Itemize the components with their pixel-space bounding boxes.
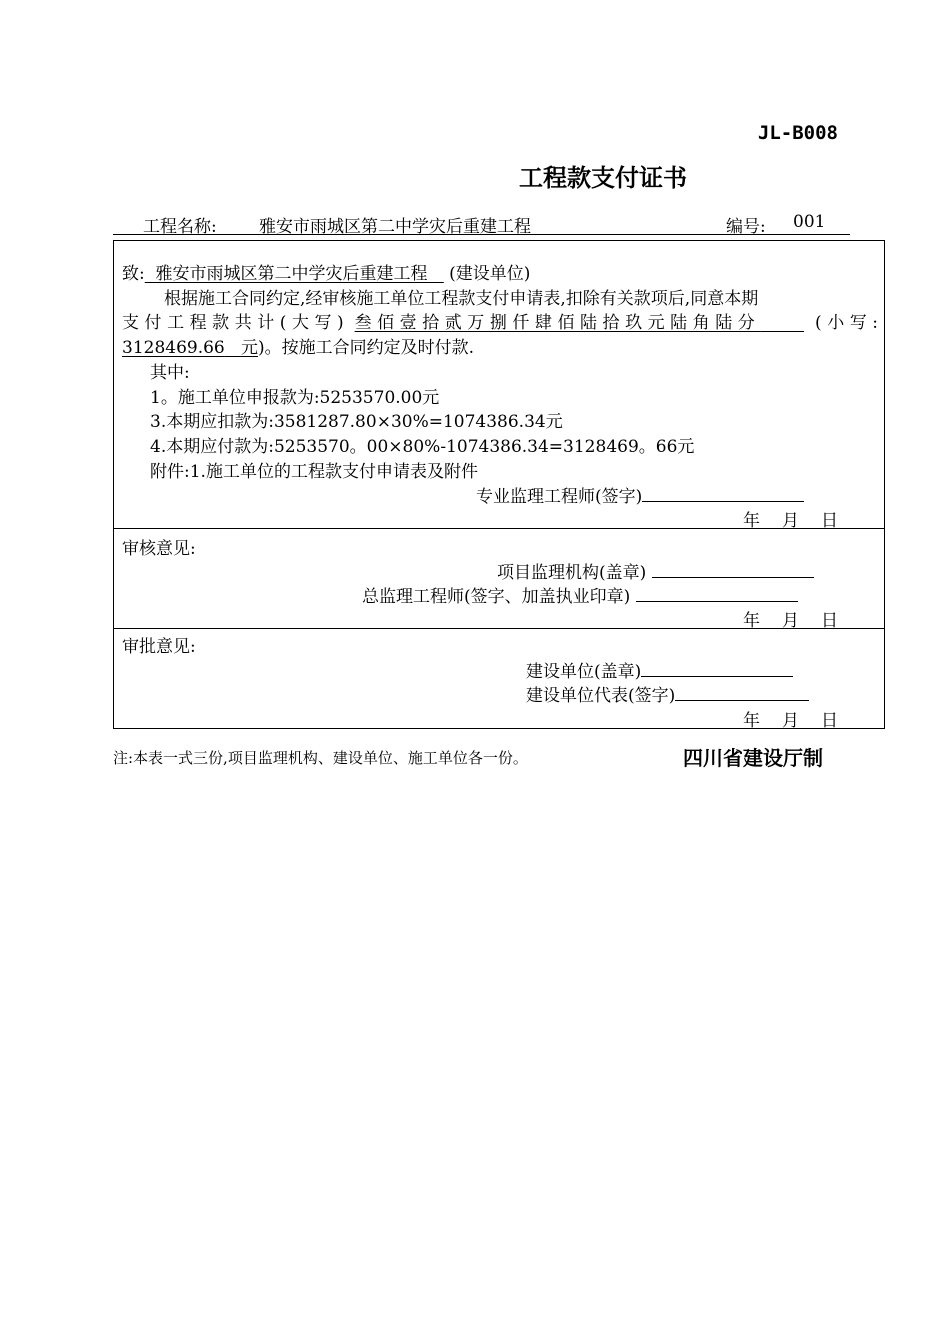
month-label: 月	[782, 611, 799, 631]
amount-figure: 3128469.66 元	[122, 338, 258, 358]
item-4: 4.本期应付款为:5253570。00×80%-1074386.34=3128469。66元	[150, 437, 695, 457]
amount-figure-prefix: (小写:	[815, 313, 879, 333]
certificate-section	[114, 241, 884, 529]
approval-section	[114, 629, 884, 731]
review-section	[114, 529, 884, 629]
item-3: 3.本期应扣款为:3581287.80×30%=1074386.34元	[150, 412, 563, 432]
day-label: 日	[821, 711, 838, 731]
addressee-line	[122, 259, 530, 284]
project-header-line	[113, 212, 850, 235]
project-name-label: 工程名称:	[143, 217, 217, 237]
footer-note: 注:本表一式三份,项目监理机构、建设单位、施工单位各一份。	[113, 749, 528, 767]
org-seal-blank[interactable]	[652, 561, 814, 578]
payment-clause: )。按施工合同约定及时付款.	[257, 338, 475, 358]
month-label: 月	[782, 711, 799, 731]
chief-sign-label: 总监理工程师(签字、加盖执业印章)	[362, 587, 631, 607]
month-label: 月	[782, 511, 799, 531]
engineer-sign-blank[interactable]	[642, 485, 804, 502]
date-line-2	[721, 606, 838, 631]
attachment-line: 附件:1.施工单位的工程款支付申请表及附件	[150, 462, 478, 482]
paragraph-line-1: 根据施工合同约定,经审核施工单位工程款支付申请表,扣除有关款项后,同意本期	[164, 289, 759, 309]
to-value: 雅安市雨城区第二中学灾后重建工程	[155, 264, 428, 284]
org-seal-line	[497, 558, 814, 583]
among-label: 其中:	[150, 363, 190, 383]
unit-seal-label: 建设单位(盖章)	[526, 662, 642, 682]
amount-words-prefix: 支付工程款共计(大写)	[122, 313, 344, 333]
engineer-signature-line	[476, 482, 804, 507]
paragraph-line-3	[122, 333, 474, 358]
paragraph-line-2	[122, 308, 878, 333]
unit-seal-blank[interactable]	[641, 660, 793, 677]
rep-sign-label: 建设单位代表(签字)	[526, 686, 676, 706]
engineer-sign-label: 专业监理工程师(签字)	[476, 487, 643, 507]
org-seal-label: 项目监理机构(盖章)	[497, 563, 647, 583]
review-label: 审核意见:	[122, 539, 196, 559]
to-suffix: (建设单位)	[449, 264, 531, 284]
year-label: 年	[743, 611, 760, 631]
item-1: 1。施工单位申报款为:5253570.00元	[150, 388, 440, 408]
approval-label: 审批意见:	[122, 637, 196, 657]
chief-signature-line	[362, 582, 798, 607]
day-label: 日	[821, 511, 838, 531]
amount-words: 叁佰壹拾贰万捌仟肆佰陆拾玖元陆角陆分	[354, 313, 761, 333]
chief-sign-blank[interactable]	[636, 585, 798, 602]
project-name-value: 雅安市雨城区第二中学灾后重建工程	[259, 217, 531, 237]
title-text: 工程款支付证书	[519, 164, 687, 192]
number-value: 001	[793, 212, 826, 232]
payment-form	[113, 240, 885, 729]
issuer-label: 四川省建设厅制	[683, 746, 823, 770]
to-label: 致:	[122, 264, 145, 284]
unit-seal-line	[526, 657, 793, 682]
rep-signature-line	[526, 681, 809, 706]
form-code: JL-B008	[757, 122, 838, 144]
year-label: 年	[743, 711, 760, 731]
day-label: 日	[821, 611, 838, 631]
date-line-3	[721, 706, 838, 731]
rep-sign-blank[interactable]	[675, 684, 809, 701]
date-line-1	[721, 506, 838, 531]
year-label: 年	[743, 511, 760, 531]
page-title	[0, 158, 950, 193]
number-label: 编号:	[726, 217, 766, 237]
